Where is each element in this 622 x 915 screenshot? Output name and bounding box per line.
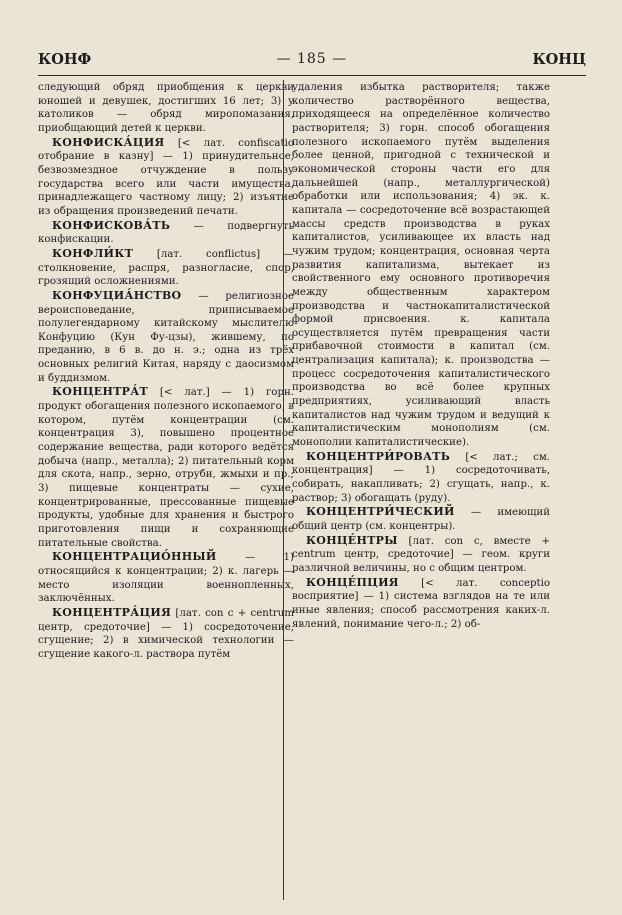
entry	[292, 450, 550, 506]
header-left-word: КОНФ	[38, 50, 92, 68]
entry-text: [< лат.; см. концентрация] — 1) сосредоточивать, собирать, накапливать; 2) сгущать, напр., к. раствор; 3) обогащать (руду).	[292, 451, 550, 504]
entry	[38, 136, 294, 219]
page-number: — 185 —	[276, 51, 348, 67]
entry	[292, 534, 550, 576]
entry-text: [лат. con с, вместе + centrum центр, средоточие] — геом. круги различной величины, но с общим центром.	[292, 535, 550, 574]
right-column	[292, 80, 550, 631]
header-right-word: КОНЦ	[532, 50, 586, 68]
header-rule	[38, 75, 586, 76]
entry-text: [< лат. conceptio восприятие] — 1) система взглядов на те или иные явления; способ рассмотрения каких-л. явлений, понимание чего-л.; 2) об-	[292, 577, 550, 630]
headword: КОНЦЕНТРА́ЦИЯ	[52, 605, 172, 619]
headword: КОНЦЕ́НТРЫ	[306, 533, 398, 547]
entry	[38, 385, 294, 550]
entry	[38, 247, 294, 289]
entry-text: — 1) относящийся к концентрации; 2) к. лагерь — место изоляции военнопленных, заключённых.	[38, 552, 294, 605]
page-header	[38, 48, 586, 70]
column-divider	[283, 80, 284, 900]
headword: КОНЦЕ́ПЦИЯ	[306, 575, 399, 589]
entry-text: [< лат. confiscatio отобрание в казну] — 1) принудительное, безвозмездное отчуждение в пользу государства всего или части имущества, принадлежащего частному лицу; 2) изъятие из обращения произведений печати.	[38, 137, 294, 217]
entry-text: [лат. conflictus] — столкновение, распря, разногласие, спор, грозящий осложнениями.	[38, 248, 294, 288]
entry	[38, 606, 294, 662]
entry-text: — религиозное вероисповедание, приписываемое полулегендарному китайскому мыслителю Конфуцию (Кун Фу-цзы), жившему, по преданию, в 6 в. до н. э.; одна из трёх основных религий Китая, наряду с даосизмом и буддизмом.	[38, 290, 294, 384]
headword: КОНФУЦИА́НСТВО	[52, 288, 182, 302]
entry-text: [< лат.] — 1) горн. продукт обогащения полезного ископаемого, в котором, путём концентрации (см. концентрация 3), повышено процентное содержание вещества, ради которого ведётся добыча (напр., металла); 2) питательный корм для скота, напр., зерно, отруби, жмыхи и пр.; 3) пищевые концентраты — сухие, концентрированные, прессованные пищевые продукты, удобные для хранения и быстрого приготовления пищи и сохраняющие питательные свойства.	[38, 387, 294, 549]
headword: КОНЦЕНТРИ́РОВАТЬ	[306, 449, 451, 463]
headword: КОНЦЕНТРА́Т	[52, 385, 148, 399]
entry-text: [лат. con с + centrum центр, средоточие] — 1) сосредоточение, сгущение; 2) в химической технологии — сгущение какого-л. раствора путём	[38, 607, 294, 660]
headword: КОНФИСКОВА́ТЬ	[52, 218, 171, 232]
entry	[292, 576, 550, 632]
entry	[38, 219, 294, 247]
entry: удаления избытка растворителя; также количество растворённого вещества, приходящееся на определённое количество растворителя; 3) горн. способ обогащения полезного ископаемого путём выделения более ценной, пригодной с технической и экономической стороны части его для дальнейшей (напр., металлургической) обработки или использования; 4) эк. к. капитала — сосредоточение всё возрастающей массы средств производства в руках капиталистов, усиливающее их власть над чужим трудом; концентрация, основная черта развития капитализма, вытекает из свойственного ему основного противоречия между общественным характером производства и частнокапиталистической формой присвоения. к. капитала осуществляется путём превращения части прибавочной стоимости в капитал (см. централизация капитала); к. производства — процесс сосредоточения капиталистического производства во всё более крупных предприятиях, усиливающий власть капиталистов над чужим трудом и ведущий к капиталистическим монополиям (см. монополии капиталистические).	[292, 82, 550, 449]
entry: следующий обряд приобщения к церкви юношей и девушек, достигших 16 лет; 3) у католиков — обряд миропомазания, приобщающий детей к церкви.	[38, 82, 294, 134]
left-column	[38, 80, 294, 662]
entry-text: — подвергнуть конфискации.	[38, 220, 294, 246]
entry	[38, 550, 294, 606]
headword: КОНЦЕНТРИ́ЧЕСКИЙ	[306, 505, 455, 519]
entry-text: — имеющий общий центр (см. концентры).	[292, 507, 550, 532]
headword: КОНФИСКА́ЦИЯ	[52, 135, 165, 149]
headword: КОНФЛИ́КТ	[52, 246, 134, 260]
entry	[292, 505, 550, 533]
headword: КОНЦЕНТРАЦИО́ННЫЙ	[52, 550, 217, 564]
entry	[38, 289, 294, 386]
